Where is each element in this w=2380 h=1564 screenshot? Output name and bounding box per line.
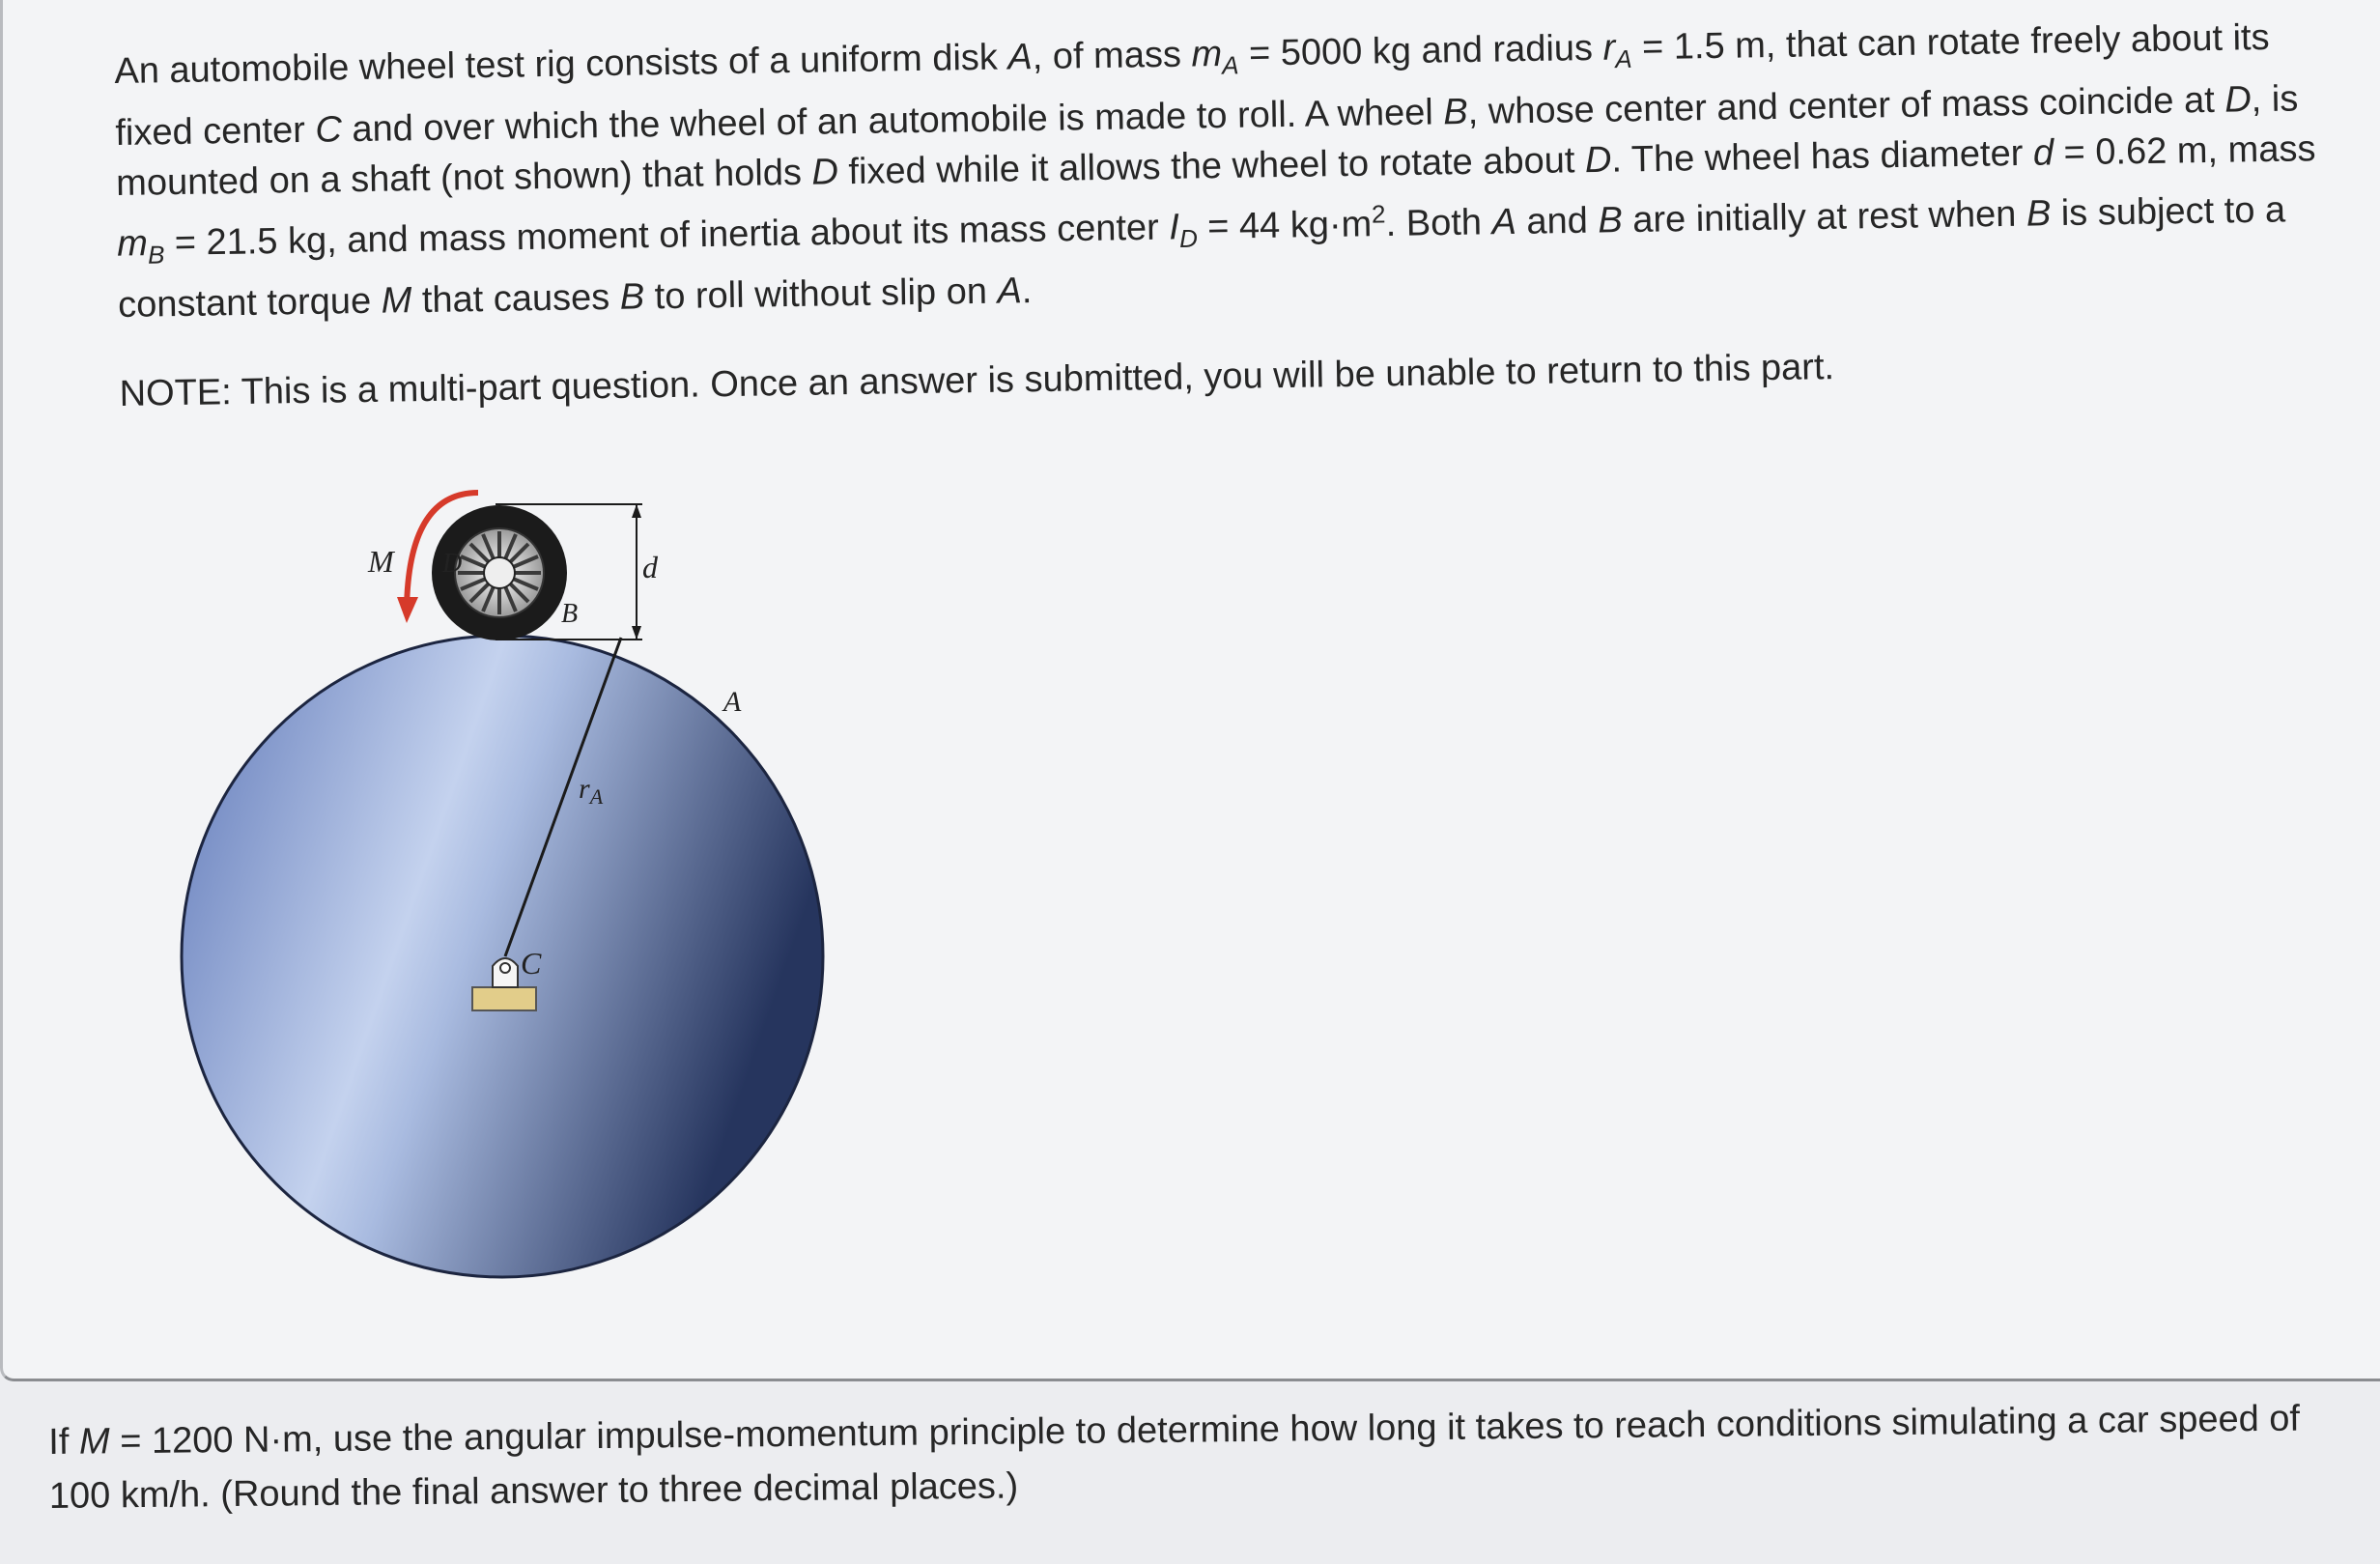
var: D [2224, 78, 2252, 121]
text: and over which the wheel of an automobile is made to roll. A wheel [341, 91, 1444, 150]
dim-arrow-top [632, 504, 641, 518]
multi-part-note: NOTE: This is a multi-part question. Once an answer is submitted, you will be unable to return to this part. [119, 346, 1835, 414]
figure-svg [148, 483, 863, 1294]
var: r [1602, 27, 1616, 69]
text: are initially at rest when [1622, 193, 2027, 241]
text: = 44 kg·m [1197, 203, 1373, 247]
var: I [1168, 206, 1180, 248]
var: B [1598, 199, 1624, 242]
text: , of mass [1032, 34, 1192, 78]
problem-paragraph [114, 12, 2330, 330]
var-sub: A [1615, 43, 1632, 74]
label-a: A [723, 686, 742, 718]
text: . [1021, 270, 1033, 312]
var: A [1007, 37, 1034, 78]
label-d-dim: d [642, 550, 658, 584]
label-c: C [521, 946, 542, 981]
question-paragraph [48, 1391, 2348, 1523]
var-sub: A [1222, 50, 1239, 80]
superscript: 2 [1371, 198, 1386, 229]
var: C [315, 108, 343, 151]
var-sub: D [1178, 223, 1199, 253]
text: If [48, 1421, 80, 1463]
pin [500, 963, 510, 973]
var: B [1443, 91, 1469, 132]
text: . Both [1385, 201, 1492, 244]
var-sub: B [147, 240, 165, 270]
var: d [2032, 132, 2054, 174]
text: = 1.5 m, that can rotate freely about its fixed center [115, 16, 2270, 154]
var: A [1491, 201, 1517, 242]
text: = 1200 N·m, use the angular impulse-momentum principle to determine how long it takes to reach conditions simulating a car speed of 100 km/h. (Round the final answer to three decimal places.) [48, 1398, 2301, 1517]
text: . The wheel has diameter [1611, 132, 2034, 181]
label-ra: $r_A$ [579, 773, 604, 809]
text: = 5000 kg and radius [1238, 27, 1603, 74]
text: to roll without slip on [643, 270, 998, 318]
text: , is mounted on a shaft (not shown) that holds [115, 78, 2299, 204]
text: = 21.5 kg, and mass moment of inertia about its mass center [163, 207, 1170, 264]
var: A [997, 270, 1023, 312]
problem-statement [114, 12, 2332, 419]
var: m [1191, 33, 1223, 75]
var: D [1584, 139, 1612, 181]
torque-arrowhead [397, 597, 418, 623]
text: is subject to a constant torque [117, 188, 2286, 326]
label-b: B [561, 599, 579, 629]
var: m [116, 222, 149, 265]
test-rig-figure [148, 483, 863, 1294]
var: D [811, 151, 839, 193]
text: An automobile wheel test rig consists of a uniform disk [114, 37, 1008, 92]
disk-a [182, 636, 823, 1277]
var: M [381, 280, 412, 322]
pin-support-base [472, 987, 536, 1010]
var: B [619, 276, 645, 318]
label-d-center: D [442, 549, 463, 579]
var: M [78, 1421, 110, 1463]
question-text [48, 1391, 2348, 1523]
text: = 0.62 m, mass [2053, 128, 2316, 174]
text: fixed while it allows the wheel to rotate about [837, 139, 1586, 192]
text: , whose center and center of mass coincide at [1467, 79, 2225, 132]
text: that causes [411, 276, 621, 322]
var: B [2026, 192, 2052, 235]
dim-arrow-bottom [632, 626, 641, 640]
label-m: M [368, 544, 394, 579]
text: and [1516, 200, 1599, 242]
